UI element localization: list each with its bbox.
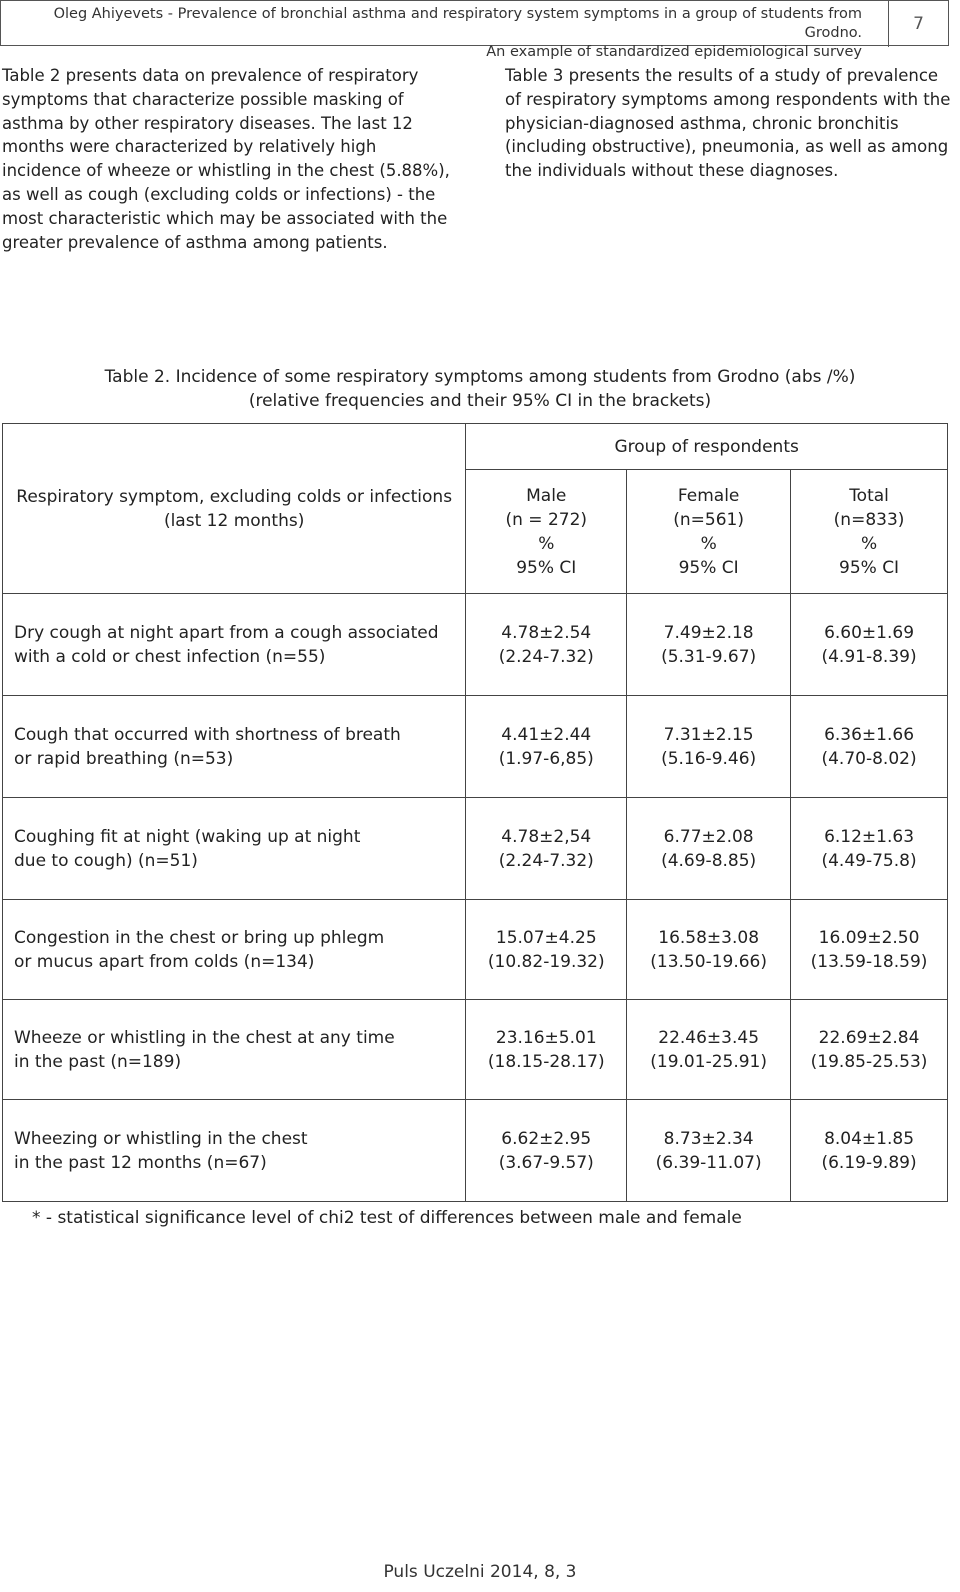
row-label-line-1: Congestion in the chest or bring up phlegm [14,927,385,948]
value-mean: 22.69±2.84 [818,1027,920,1048]
value-ci: (19.01-25.91) [650,1051,767,1072]
row-label-line-1: Dry cough at night apart from a cough associated [14,622,439,643]
row-label [3,1000,466,1100]
value-ci: (2.24-7.32) [498,850,594,871]
value-cell-male [466,798,627,900]
value-ci: (1.97-6,85) [498,748,594,769]
row-label-line-2: in the past 12 months (n=67) [14,1152,267,1173]
column-header-name: Total [849,485,889,506]
value-cell-total [791,900,948,1000]
value-ci: (19.85-25.53) [810,1051,928,1072]
column-header-n: (n = 272) [505,509,588,530]
row-label-line-2: in the past (n=189) [14,1051,182,1072]
value-mean: 16.09±2.50 [818,927,920,948]
row-label [3,1100,466,1202]
value-cell-total [791,696,948,798]
value-cell-total [791,594,948,696]
table-row [3,1000,948,1100]
row-label [3,798,466,900]
value-cell-male [466,1000,627,1100]
body-column-right [505,64,955,183]
journal-footer: Puls Uczelni 2014, 8, 3 [383,1562,577,1582]
left-paragraph: Table 2 presents data on prevalence of respiratory symptoms that characterize possible masking of asthma by other respiratory diseases. The last 12 months were characterized by relatively high incidence of wheeze or whistling in the chest (5.88%), as well as cough (excluding colds or infections) - the most characteristic which may be associated with the greater prevalence of asthma among patients. [2,66,450,252]
value-ci: (4.91-8.39) [821,646,917,667]
value-cell-male [466,594,627,696]
row-header-line-2: (last 12 months) [163,510,305,531]
column-header-name: Male [526,485,567,506]
table-caption-subtitle: (relative frequencies and their 95% CI in the brackets) [248,391,712,411]
value-cell-total [791,1000,948,1100]
symptoms-table [2,423,948,1202]
value-mean: 6.12±1.63 [824,826,915,847]
column-header-name: Female [677,485,740,506]
value-mean: 6.62±2.95 [501,1128,592,1149]
row-label-line-1: Wheezing or whistling in the chest [14,1128,308,1149]
column-header-ci: 95% CI [516,557,577,578]
value-cell-female [627,1000,791,1100]
row-label-line-2: due to cough) (n=51) [14,850,198,871]
value-mean: 22.46±3.45 [658,1027,760,1048]
column-header-ci: 95% CI [678,557,739,578]
value-mean: 6.60±1.69 [824,622,915,643]
value-cell-female [627,798,791,900]
column-header-total [791,470,948,594]
value-ci: (3.67-9.57) [498,1152,594,1173]
value-cell-female [627,696,791,798]
column-header-n: (n=561) [673,509,744,530]
value-ci: (6.19-9.89) [821,1152,917,1173]
value-mean: 16.58±3.08 [658,927,760,948]
running-header-line-1: Oleg Ahiyevets - Prevalence of bronchial asthma and respiratory system symptoms in a group of students from Grodno. [53,6,862,41]
row-header-line-1: Respiratory symptom, excluding colds or infections [16,486,453,507]
row-label-line-2: or mucus apart from colds (n=134) [14,951,315,972]
value-mean: 8.73±2.34 [663,1128,754,1149]
body-column-left [2,64,450,254]
column-header-unit: % [538,533,555,554]
table-caption [0,365,960,413]
column-header-male [466,470,627,594]
value-cell-male [466,900,627,1000]
value-ci: (10.82-19.32) [487,951,605,972]
value-mean: 23.16±5.01 [495,1027,597,1048]
running-header-line-2: An example of standardized epidemiological survey [486,44,862,60]
row-label-line-2: or rapid breathing (n=53) [14,748,234,769]
value-mean: 8.04±1.85 [824,1128,915,1149]
column-header-unit: % [860,533,878,554]
row-label [3,696,466,798]
page-number: 7 [888,1,948,47]
table-row [3,594,948,696]
value-cell-female [627,900,791,1000]
value-ci: (2.24-7.32) [498,646,594,667]
table-row [3,798,948,900]
running-header [0,0,949,60]
row-label-line-1: Coughing fit at night (waking up at night [14,826,361,847]
table-caption-title: Table 2. Incidence of some respiratory symptoms among students from Grodno (abs /%) [104,367,856,387]
row-label-line-1: Wheeze or whistling in the chest at any time [14,1027,395,1048]
value-ci: (5.16-9.46) [661,748,757,769]
table-row [3,900,948,1000]
value-ci: (13.50-19.66) [650,951,767,972]
value-mean: 15.07±4.25 [495,927,597,948]
table-footnote: * - statistical significance level of chi2 test of differences between male and female [32,1208,742,1228]
value-ci: (18.15-28.17) [487,1051,605,1072]
row-header-cell [3,424,466,594]
row-label [3,900,466,1000]
value-cell-total [791,1100,948,1202]
value-cell-female [627,594,791,696]
column-header-ci: 95% CI [839,557,900,578]
value-mean: 4.78±2,54 [501,826,592,847]
group-header: Group of respondents [466,424,948,470]
value-ci: (5.31-9.67) [661,646,757,667]
running-header-text [1,5,862,62]
table-row [3,696,948,798]
value-ci: (4.49-75.8) [821,850,917,871]
value-mean: 7.31±2.15 [663,724,754,745]
value-cell-total [791,798,948,900]
value-ci: (6.39-11.07) [655,1152,762,1173]
value-cell-female [627,1100,791,1202]
table-group-header-row [3,424,948,470]
value-ci: (4.70-8.02) [821,748,917,769]
column-header-unit: % [700,533,717,554]
value-mean: 4.78±2.54 [501,622,592,643]
value-ci: (13.59-18.59) [810,951,928,972]
value-mean: 6.36±1.66 [824,724,915,745]
value-cell-male [466,696,627,798]
right-paragraph: Table 3 presents the results of a study of prevalence of respiratory symptoms among respondents with the physician-diagnosed asthma, chronic bronchitis (including obstructive), pneumonia, as well as among the individuals without these diagnoses. [505,66,951,181]
row-label-line-2: with a cold or chest infection (n=55) [14,646,326,667]
value-mean: 7.49±2.18 [663,622,754,643]
value-cell-male [466,1100,627,1202]
row-label [3,594,466,696]
table-row [3,1100,948,1202]
value-ci: (4.69-8.85) [661,850,757,871]
value-mean: 6.77±2.08 [663,826,754,847]
column-header-n: (n=833) [833,509,905,530]
value-mean: 4.41±2.44 [501,724,592,745]
row-label-line-1: Cough that occurred with shortness of breath [14,724,401,745]
column-header-female [627,470,791,594]
